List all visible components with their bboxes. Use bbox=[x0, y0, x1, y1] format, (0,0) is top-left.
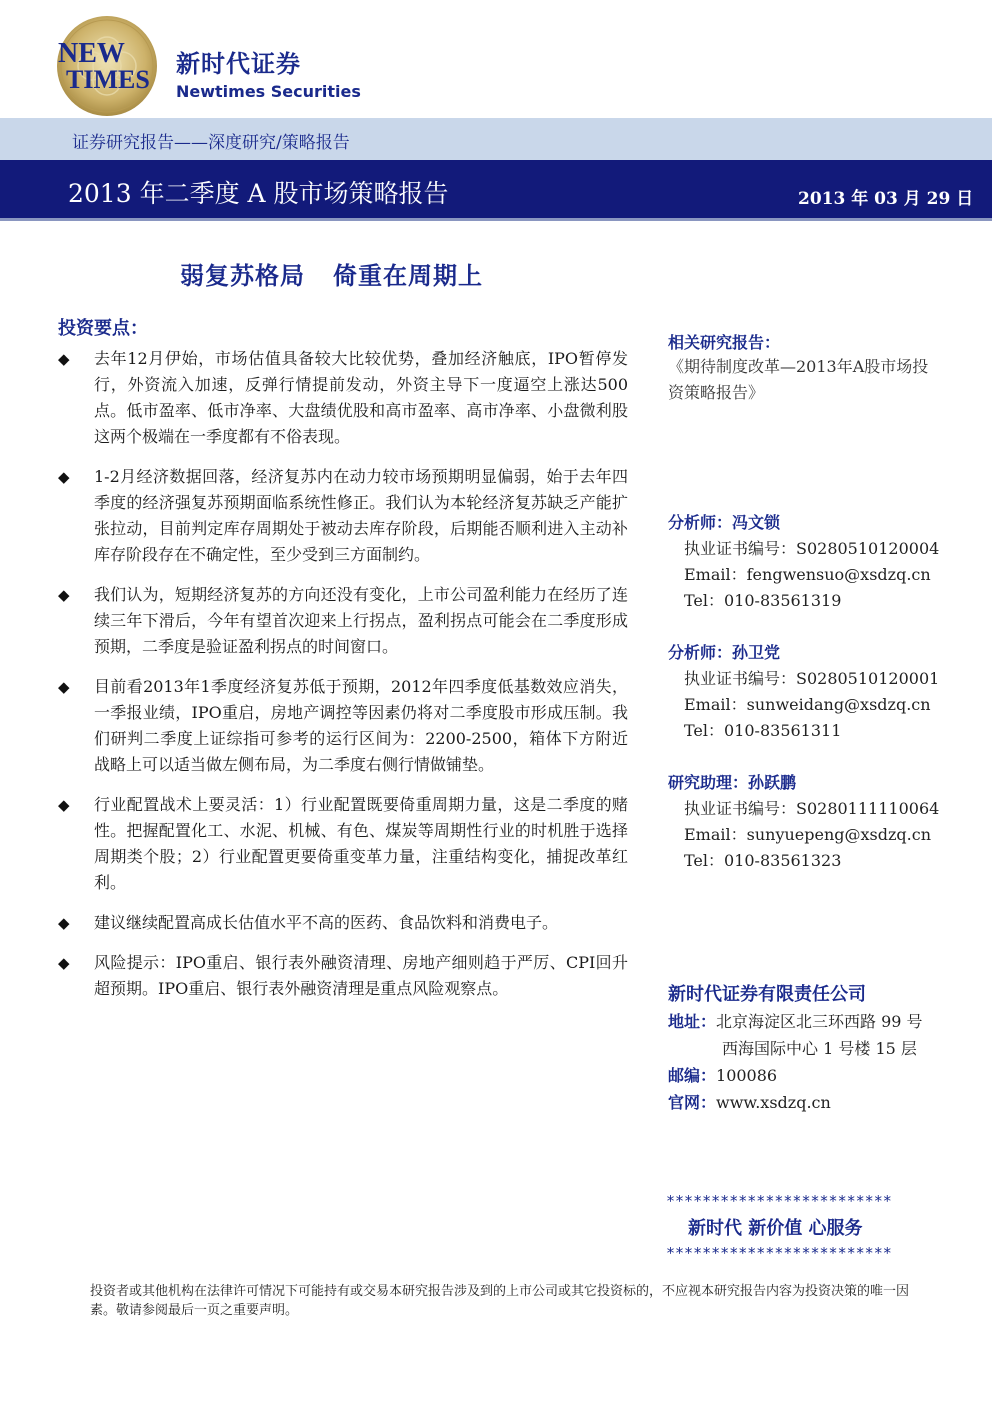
list-item: ◆ 目前看2013年1季度经济复苏低于预期，2012年四季度低基数效应消失，一季报业绩，IPO重启，房地产调控等因素仍将对二季度股市形成压制。我们研判二季度上证综指可参考的运行区间为：2200-2500，箱体下方附近战略上可以适当做左侧布局，为二季度右侧行情做铺垫。 bbox=[58, 674, 628, 778]
analyst-tel: Tel：010-83561319 bbox=[684, 591, 842, 610]
brand-name-cn: 新时代证券 bbox=[176, 50, 301, 78]
analyst-card bbox=[668, 510, 968, 614]
analyst-name: 分析师：孙卫党 bbox=[668, 643, 781, 662]
related-reports-title: 相关研究报告： bbox=[668, 333, 781, 352]
analyst-cert: 执业证书编号：S0280510120001 bbox=[684, 669, 940, 688]
analyst-card bbox=[668, 640, 968, 744]
analyst-name: 分析师：冯文锁 bbox=[668, 513, 781, 532]
company-logo bbox=[52, 14, 162, 118]
report-category: 证券研究报告——深度研究/策略报告 bbox=[72, 133, 350, 153]
diamond-bullet-icon: ◆ bbox=[58, 586, 70, 604]
analyst-card bbox=[668, 770, 968, 874]
main-heading-part2: 倚重在周期上 bbox=[333, 262, 483, 290]
website-link[interactable]: www.xsdzq.cn bbox=[716, 1093, 831, 1112]
analyst-tel: Tel：010-83561311 bbox=[684, 721, 842, 740]
analyst-email[interactable]: Email：sunyuepeng@xsdzq.cn bbox=[684, 825, 932, 844]
report-date: 2013 年 03 月 29 日 bbox=[798, 189, 974, 209]
disclaimer: 投资者或其他机构在法律许可情况下可能持有或交易本研究报告涉及到的上市公司或其它投资标的，不应视本研究报告内容为投资决策的唯一因素。敬请参阅最后一页之重要声明。 bbox=[90, 1284, 910, 1318]
logo-text-times: TIMES bbox=[66, 65, 150, 94]
key-points-title: 投资要点： bbox=[58, 318, 148, 339]
list-item: ◆ 行业配置战术上要灵活：1）行业配置既要倚重周期力量，这是二季度的赌性。把握配置化工、水泥、机械、有色、煤炭等周期性行业的时机胜于选择周期类个股；2）行业配置更要倚重变革力量，注重结构变化，捕捉改革红利。 bbox=[58, 792, 628, 896]
diamond-bullet-icon: ◆ bbox=[58, 350, 70, 368]
main-heading-part1: 弱复苏格局 bbox=[180, 262, 305, 290]
address-line1: 北京海淀区北三环西路 99 号 bbox=[716, 1012, 923, 1031]
diamond-bullet-icon: ◆ bbox=[58, 796, 70, 814]
title-band-underline bbox=[0, 218, 992, 221]
analyst-tel: Tel：010-83561323 bbox=[684, 851, 842, 870]
analyst-email[interactable]: Email：sunweidang@xsdzq.cn bbox=[684, 695, 931, 714]
address-line2: 西海国际中心 1 号楼 15 层 bbox=[722, 1039, 917, 1058]
analyst-cert: 执业证书编号：S0280510120004 bbox=[684, 539, 940, 558]
website-label: 官网： bbox=[668, 1093, 717, 1112]
stars-divider-top: ************************* bbox=[666, 1192, 892, 1210]
company-name: 新时代证券有限责任公司 bbox=[668, 984, 866, 1005]
analyst-cert: 执业证书编号：S0280111110064 bbox=[684, 799, 940, 818]
related-report-link[interactable]: 《期待制度改革—2013年A股市场投资策略报告》 bbox=[668, 357, 929, 402]
report-title: 2013 年二季度 A 股市场策略报告 bbox=[68, 179, 449, 208]
diamond-bullet-icon: ◆ bbox=[58, 914, 70, 932]
logo-emblem bbox=[52, 14, 162, 118]
company-contact bbox=[668, 1008, 968, 1116]
list-item: ◆ 去年12月伊始，市场估值具备较大比较优势，叠加经济触底，IPO暂停发行，外资流入加速，反弹行情提前发动，外资主导下一度逼空上涨达500点。低市盈率、低市净率、大盘绩优股和高市盈率、高市净率、小盘微利股这两个极端在一季度都有不俗表现。 bbox=[58, 346, 628, 450]
list-item: ◆ 建议继续配置高成长估值水平不高的医药、食品饮料和消费电子。 bbox=[58, 910, 628, 936]
key-points-list bbox=[58, 346, 628, 1016]
logo-text-new: NEW bbox=[58, 38, 125, 69]
address-label: 地址： bbox=[668, 1012, 717, 1031]
main-heading bbox=[180, 256, 511, 291]
list-item: ◆ 我们认为，短期经济复苏的方向还没有变化，上市公司盈利能力在经历了连续三年下滑后，今年有望首次迎来上行拐点，盈利拐点可能会在二季度形成预期，二季度是验证盈利拐点的时间窗口。 bbox=[58, 582, 628, 660]
diamond-bullet-icon: ◆ bbox=[58, 954, 70, 972]
stars-divider-bottom: ************************* bbox=[666, 1244, 892, 1262]
diamond-bullet-icon: ◆ bbox=[58, 468, 70, 486]
company-slogan: 新时代 新价值 心服务 bbox=[688, 1218, 863, 1239]
brand-name-en: Newtimes Securities bbox=[176, 82, 361, 101]
analyst-name: 研究助理：孙跃鹏 bbox=[668, 773, 797, 792]
zip-label: 邮编： bbox=[668, 1066, 717, 1085]
analyst-email[interactable]: Email：fengwensuo@xsdzq.cn bbox=[684, 565, 931, 584]
list-item: ◆ 风险提示：IPO重启、银行表外融资清理、房地产细则趋于严厉、CPI回升超预期。IPO重启、银行表外融资清理是重点风险观察点。 bbox=[58, 950, 628, 1002]
list-item: ◆ 1-2月经济数据回落，经济复苏内在动力较市场预期明显偏弱，始于去年四季度的经济强复苏预期面临系统性修正。我们认为本轮经济复苏缺乏产能扩张拉动，目前判定库存周期处于被动去库存阶段，后期能否顺利进入主动补库存阶段存在不确定性，至少受到三方面制约。 bbox=[58, 464, 628, 568]
diamond-bullet-icon: ◆ bbox=[58, 678, 70, 696]
zip-code: 100086 bbox=[716, 1066, 778, 1085]
